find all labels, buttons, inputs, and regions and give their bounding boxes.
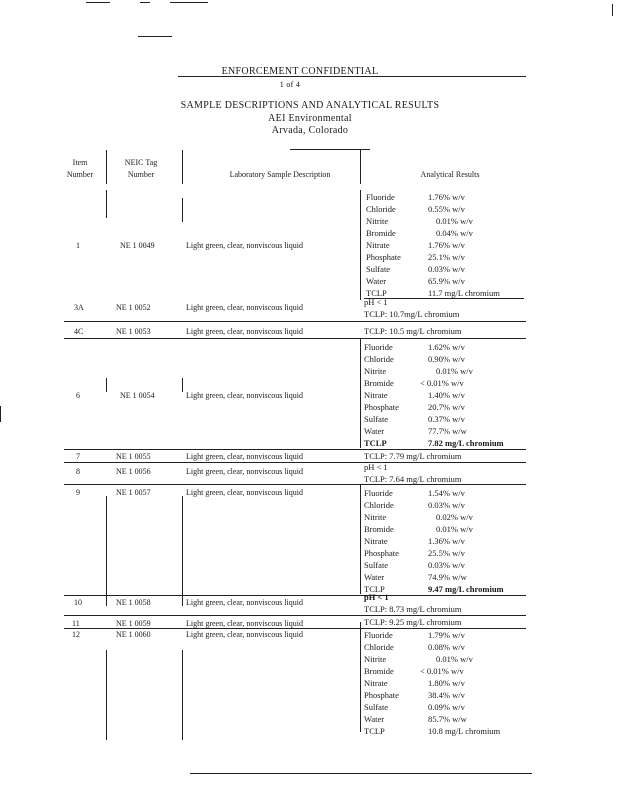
result-label: Water	[364, 426, 385, 436]
result-label: Fluoride	[364, 630, 393, 640]
row-description: Light green, clear, nonviscous liquid	[186, 303, 303, 312]
row-description: Light green, clear, nonviscous liquid	[186, 630, 303, 639]
result-value: 77.7% w/w	[428, 426, 467, 436]
result-value: 0.03% w/v	[428, 264, 465, 274]
result-line: pH < 1	[364, 592, 389, 602]
result-value: 10.8 mg/L chromium	[428, 726, 501, 736]
result-value: 1.40% w/v	[428, 390, 465, 400]
row-item-number: 9	[76, 488, 80, 497]
result-line: TCLP: 10.5 mg/L chromium	[364, 326, 462, 336]
result-value: 9.47 mg/L chromium	[428, 584, 504, 594]
result-label: TCLP	[364, 726, 385, 736]
result-line: TCLP: 10.7mg/L chromium	[364, 309, 460, 319]
result-label: Chloride	[366, 204, 396, 214]
row-tag-number: NE 1 0055	[116, 452, 151, 461]
row-item-number: 4C	[74, 327, 84, 336]
result-label: Fluoride	[364, 342, 393, 352]
result-value: 1.76% w/v	[428, 240, 465, 250]
result-value: 7.82 mg/L chromium	[428, 438, 504, 448]
result-line: pH < 1	[364, 297, 388, 307]
result-label: Bromide	[364, 666, 394, 676]
result-value: 0.03% w/v	[428, 500, 465, 510]
result-value: 0.09% w/v	[428, 702, 465, 712]
row-item-number: 8	[76, 467, 80, 476]
result-value: 0.01% w/v	[436, 654, 473, 664]
row-description: Light green, clear, nonviscous liquid	[186, 327, 303, 336]
report-title: SAMPLE DESCRIPTIONS AND ANALYTICAL RESULTS	[180, 100, 440, 111]
row-description: Light green, clear, nonviscous liquid	[186, 391, 303, 400]
result-value: < 0.01% w/v	[420, 666, 464, 676]
row-tag-number: NE 1 0054	[120, 391, 155, 400]
result-value: 0.02% w/v	[436, 512, 473, 522]
result-label: Sulfate	[364, 702, 389, 712]
row-description: Light green, clear, nonviscous liquid	[186, 467, 303, 476]
result-value: 1.54% w/v	[428, 488, 465, 498]
row-item-number: 6	[76, 391, 80, 400]
result-value: 11.7 mg/L chromium	[428, 288, 500, 298]
result-label: Nitrite	[364, 654, 387, 664]
result-label: Nitrite	[364, 512, 387, 522]
result-label: Nitrate	[364, 390, 388, 400]
row-description: Light green, clear, nonviscous liquid	[186, 598, 303, 607]
result-value: 0.08% w/v	[428, 642, 465, 652]
row-item-number: 7	[76, 452, 80, 461]
result-value: 0.04% w/v	[436, 228, 473, 238]
row-description: Light green, clear, nonviscous liquid	[186, 619, 303, 628]
row-tag-number: NE 1 0052	[116, 303, 151, 312]
result-label: TCLP	[366, 288, 387, 298]
row-tag-number: NE 1 0049	[120, 241, 155, 250]
result-label: Nitrate	[364, 536, 388, 546]
result-value: 20.7% w/v	[428, 402, 465, 412]
row-tag-number: NE 1 0056	[116, 467, 151, 476]
result-label: Fluoride	[366, 192, 395, 202]
row-tag-number: NE 1 0059	[116, 619, 151, 628]
col-separator	[360, 150, 361, 184]
result-line: TCLP: 9.25 mg/L chromium	[364, 617, 462, 627]
result-label: Phosphate	[364, 548, 399, 558]
result-label: Sulfate	[364, 414, 389, 424]
result-label: Bromide	[364, 524, 394, 534]
result-label: Nitrate	[366, 240, 390, 250]
result-value: 65.9% w/v	[428, 276, 465, 286]
result-value: 0.90% w/v	[428, 354, 465, 364]
row-description: Light green, clear, nonviscous liquid	[186, 452, 303, 461]
result-value: 0.01% w/v	[436, 216, 473, 226]
result-label: Nitrate	[364, 678, 388, 688]
result-value: 1.76% w/v	[428, 192, 465, 202]
row-tag-number: NE 1 0058	[116, 598, 151, 607]
location: Arvada, Colorado	[271, 125, 349, 136]
result-label: Water	[366, 276, 387, 286]
result-value: 0.37% w/v	[428, 414, 465, 424]
result-label: TCLP	[364, 584, 385, 594]
result-label: Chloride	[364, 354, 394, 364]
col-analytical-results: Analytical Results	[420, 170, 480, 179]
row-description: Light green, clear, nonviscous liquid	[186, 488, 303, 497]
result-label: TCLP	[364, 438, 387, 448]
col-item-number: Item Number	[66, 158, 94, 179]
result-value: 0.03% w/v	[428, 560, 465, 570]
result-value: 1.62% w/v	[428, 342, 465, 352]
row-tag-number: NE 1 0057	[116, 488, 151, 497]
col-separator	[182, 150, 183, 184]
row-item-number: 11	[72, 619, 80, 628]
row-tag-number: NE 1 0060	[116, 630, 151, 639]
result-label: Sulfate	[364, 560, 389, 570]
result-line: TCLP: 7.64 mg/L chromium	[364, 474, 462, 484]
result-label: Phosphate	[366, 252, 401, 262]
row-item-number: 1	[76, 241, 80, 250]
result-line: TCLP: 7.79 mg/L chromium	[364, 451, 462, 461]
row-item-number: 12	[72, 630, 80, 639]
result-value: 0.01% w/v	[436, 524, 473, 534]
col-description: Laboratory Sample Description	[229, 170, 331, 179]
result-value: 25.5% w/v	[428, 548, 465, 558]
row-item-number: 3A	[74, 303, 84, 312]
result-label: Sulfate	[366, 264, 391, 274]
company-name: AEI Environmental	[268, 113, 352, 124]
result-value: 1.36% w/v	[428, 536, 465, 546]
result-label: Phosphate	[364, 402, 399, 412]
col-separator	[106, 150, 107, 184]
result-value: 38.4% w/v	[428, 690, 465, 700]
result-label: Nitrite	[366, 216, 389, 226]
result-value: 85.7% w/w	[428, 714, 467, 724]
col-tag-number: NEIC Tag Number	[124, 158, 158, 179]
confidential-header: ENFORCEMENT CONFIDENTIAL	[221, 66, 379, 77]
result-line: TCLP: 8.73 mg/L chromium	[364, 604, 462, 614]
result-line: pH < 1	[364, 462, 388, 472]
result-label: Water	[364, 572, 385, 582]
page-reference: 1 of 4	[279, 80, 301, 89]
result-value: 1.79% w/v	[428, 630, 465, 640]
result-label: Chloride	[364, 500, 394, 510]
result-label: Nitrite	[364, 366, 387, 376]
row-tag-number: NE 1 0053	[116, 327, 151, 336]
result-label: Chloride	[364, 642, 394, 652]
result-label: Bromide	[366, 228, 396, 238]
result-label: Water	[364, 714, 385, 724]
result-value: 1.80% w/v	[428, 678, 465, 688]
result-value: 0.55% w/v	[428, 204, 465, 214]
result-value: < 0.01% w/v	[420, 378, 464, 388]
row-description: Light green, clear, nonviscous liquid	[186, 241, 303, 250]
footer-rule	[190, 773, 532, 774]
result-label: Bromide	[364, 378, 394, 388]
result-value: 25.1% w/v	[428, 252, 465, 262]
result-value: 0.01% w/v	[436, 366, 473, 376]
result-label: Phosphate	[364, 690, 399, 700]
result-label: Fluoride	[364, 488, 393, 498]
result-value: 74.9% w/w	[428, 572, 467, 582]
row-item-number: 10	[74, 598, 82, 607]
